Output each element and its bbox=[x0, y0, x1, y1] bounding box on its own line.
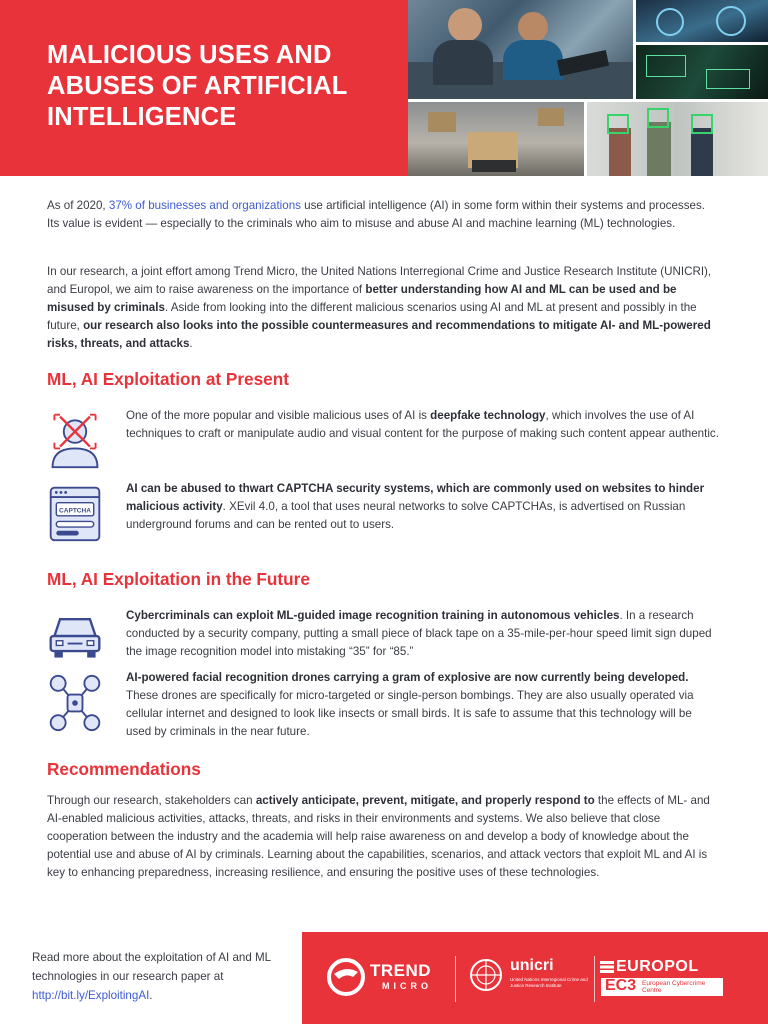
item-text: . In a research conducted by a security company, putting a small piece of black tape on a 35-mile-per-hour speed limit sign duped the image recognition model into mistaking “35” for “85.” bbox=[126, 609, 712, 658]
footer-text: . bbox=[149, 989, 153, 1002]
europol-flag-icon bbox=[600, 961, 614, 973]
partner-logos-bar bbox=[302, 932, 768, 1024]
body-text: Through our research, stakeholders can bbox=[47, 794, 256, 807]
logo-divider bbox=[594, 956, 595, 1002]
recommendations-paragraph bbox=[47, 792, 719, 882]
micro-logo-text: MICRO bbox=[382, 981, 432, 991]
unicri-logo-text: unicri bbox=[510, 957, 554, 974]
intro-text: use artificial intelligence (AI) in some form within their systems and processes. Its value is evident — especially to the criminals who aim to misuse and abuse AI and machine learning (ML) technologies. bbox=[47, 199, 705, 230]
logo-divider bbox=[455, 956, 456, 1002]
unicri-subtitle: United Nations Interregional Crime and Justice Research Institute bbox=[510, 977, 588, 988]
item-emphasis: AI-powered facial recognition drones carrying a gram of explosive are now currently being developed. bbox=[126, 671, 689, 684]
intro-text: As of 2020, bbox=[47, 199, 109, 212]
intro-paragraph-2 bbox=[47, 263, 719, 353]
item-emphasis: deepfake technology bbox=[430, 409, 546, 422]
intro-paragraph-1 bbox=[47, 197, 719, 233]
trend-logo-text: TREND bbox=[370, 961, 432, 980]
deepfake-face-icon bbox=[47, 411, 103, 469]
un-emblem-icon bbox=[468, 957, 504, 993]
item-text: , which involves the use of AI techniques to craft or manipulate audio and visual content for the purpose of making such content appear authentic. bbox=[126, 409, 719, 440]
captcha-description bbox=[126, 480, 720, 534]
research-paper-link[interactable]: http://bit.ly/ExploitingAI bbox=[32, 989, 150, 1002]
drone-icon bbox=[47, 674, 103, 732]
captcha-label: CAPTCHA bbox=[59, 507, 91, 515]
drone-description bbox=[126, 669, 720, 741]
europol-logo-text: EUROPOL bbox=[616, 958, 699, 975]
intro-emphasis: our research also looks into the possible countermeasures and recommendations to mitigate AI- and ML-powered risks, threats, and attacks bbox=[47, 319, 711, 350]
trend-micro-logo-icon bbox=[326, 957, 366, 997]
item-text: . XEvil 4.0, a tool that uses neural networks to solve CAPTCHAs, is advertised on Russian underground forums and can be rented out to users. bbox=[126, 500, 686, 531]
photo-face-recognition bbox=[587, 102, 768, 176]
autonomous-vehicle-description bbox=[126, 607, 720, 661]
ec3-subtitle: European Cybercrime Centre bbox=[642, 980, 706, 994]
section-heading-present: ML, AI Exploitation at Present bbox=[47, 369, 289, 389]
photo-traffic-analysis bbox=[636, 45, 768, 99]
car-icon bbox=[47, 608, 103, 666]
intro-emphasis: better understanding how AI and ML can be used and be misused by criminals bbox=[47, 283, 677, 314]
intro-text: . Aside from looking into the different malicious scenarios using AI and ML at present and possibly in the future, bbox=[47, 301, 697, 332]
section-heading-future: ML, AI Exploitation in the Future bbox=[47, 569, 310, 589]
header-banner bbox=[0, 0, 768, 176]
page-title: MALICIOUS USES AND ABUSES OF ARTIFICIAL INTELLIGENCE bbox=[47, 41, 348, 131]
body-text: the effects of ML- and AI-enabled malicious activities, attacks, threats, and risks in their environments and systems. We also believe that close cooperation between the industry and the academia will help raise awareness on and develop a body of knowledge about the potential use and abuse of AI by criminals. Learning about the capabilities, scenarios, and attack vectors that exploit ML and AI is key to enhancing preparedness, increasing resilience, and ensuring the positive uses of these technologies. bbox=[47, 794, 710, 879]
intro-text: . bbox=[189, 337, 193, 350]
deepfake-description bbox=[126, 407, 720, 443]
body-emphasis: actively anticipate, prevent, mitigate, and properly respond to bbox=[255, 794, 595, 807]
statistic-link[interactable]: 37% of businesses and organizations bbox=[108, 199, 301, 212]
captcha-window-icon bbox=[47, 484, 103, 542]
footer-text: Read more about the exploitation of AI and ML technologies in our research paper at bbox=[32, 951, 271, 983]
photo-car-dashboard bbox=[636, 0, 768, 42]
intro-text: In our research, a joint effort among Trend Micro, the United Nations Interregional Crime and Justice Research Institute (UNICRI), and Europol, we aim to raise awareness on the importance of bbox=[47, 265, 712, 296]
photo-lab-workers bbox=[408, 0, 633, 99]
item-emphasis: Cybercriminals can exploit ML-guided image recognition training in autonomous vehicles bbox=[126, 609, 620, 622]
footer-read-more bbox=[32, 948, 272, 1005]
item-text: One of the more popular and visible malicious uses of AI is bbox=[126, 409, 431, 422]
photo-warehouse-robots bbox=[408, 102, 584, 176]
item-text: These drones are specifically for micro-targeted or single-person bombings. They are also usually operated via cellular internet and designed to look like insects or small birds. It is safe to assume that this technology will be used by criminals in the near future. bbox=[126, 689, 694, 738]
section-heading-recommendations: Recommendations bbox=[47, 759, 201, 779]
ec3-logo-text: EC3 bbox=[605, 977, 637, 994]
item-emphasis: AI can be abused to thwart CAPTCHA security systems, which are commonly used on websites to hinder malicious activity bbox=[126, 482, 705, 513]
